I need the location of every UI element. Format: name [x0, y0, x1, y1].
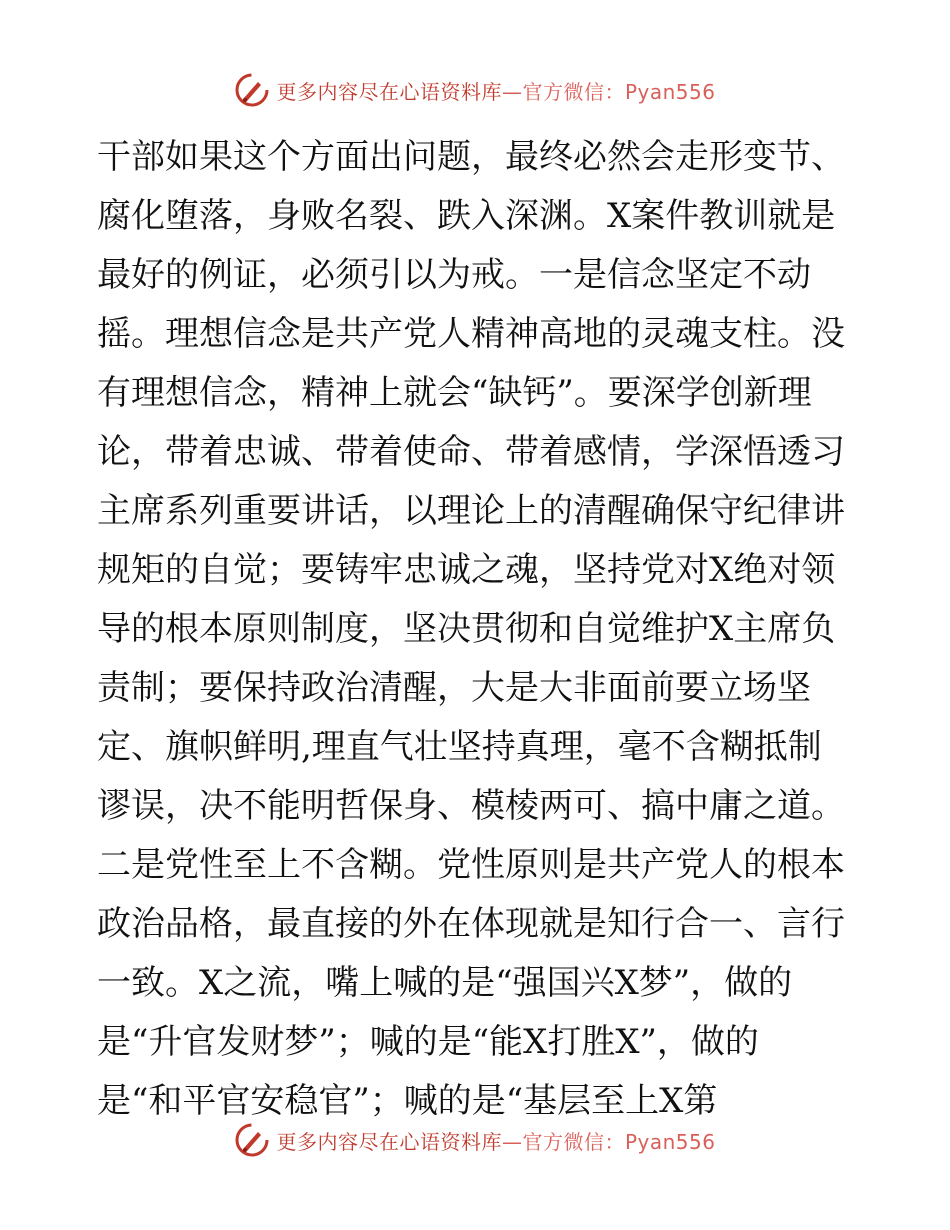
body-line: 规矩的自觉；要铸牢忠诚之魂，坚持党对X绝对领	[97, 550, 836, 590]
pen-swirl-logo-icon	[234, 1122, 270, 1158]
body-line: 干部如果这个方面出问题，最终必然会走形变节、	[97, 137, 845, 177]
body-line: 主席系列重要讲话，以理论上的清醒确保守纪律讲	[97, 491, 845, 531]
body-line: 论，带着忠诚、带着使命、带着感情，学深悟透习	[97, 432, 845, 472]
body-line: 最好的例证，必须引以为戒。一是信念坚定不动	[97, 255, 811, 295]
body-line: 政治品格，最直接的外在体现就是知行合一、言行	[97, 904, 845, 944]
pen-swirl-logo-icon	[234, 72, 270, 108]
body-line: 摇。理想信念是共产党人精神高地的灵魂支柱。没	[97, 314, 845, 354]
watermark-text	[276, 76, 715, 105]
body-line: 谬误，决不能明哲保身、模棱两可、搞中庸之道。	[97, 786, 845, 826]
body-line: 有理想信念，精神上就会“缺钙”。要深学创新理	[97, 373, 812, 413]
watermark-main: 更多内容尽在心语资料库	[276, 79, 502, 104]
watermark-wechat: 官方微信：Pyan556	[522, 79, 716, 104]
body-line: 是“和平官安稳官”；喊的是“基层至上X第	[97, 1081, 718, 1121]
watermark-separator: —	[501, 79, 523, 104]
body-line: 导的根本原则制度，坚决贯彻和自觉维护X主席负	[97, 609, 836, 649]
body-line: 责制；要保持政治清醒，大是大非面前要立场坚	[97, 668, 811, 708]
body-line: 二是党性至上不含糊。党性原则是共产党人的根本	[97, 845, 845, 885]
watermark-main: 更多内容尽在心语资料库	[276, 1129, 502, 1154]
body-line: 一致。X之流，嘴上喊的是“强国兴X梦”，做的	[97, 963, 793, 1003]
watermark-text	[276, 1126, 715, 1155]
footer-watermark	[0, 1120, 950, 1160]
body-line: 是“升官发财梦”；喊的是“能X打胜X”，做的	[97, 1022, 759, 1062]
watermark-separator: —	[501, 1129, 523, 1154]
header-watermark	[0, 70, 950, 110]
watermark-wechat: 官方微信：Pyan556	[522, 1129, 716, 1154]
body-line: 定、旗帜鲜明,理直气壮坚持真理，毫不含糊抵制	[97, 727, 822, 767]
document-body	[97, 128, 857, 1131]
body-line: 腐化堕落，身败名裂、跌入深渊。X案件教训就是	[97, 196, 836, 236]
